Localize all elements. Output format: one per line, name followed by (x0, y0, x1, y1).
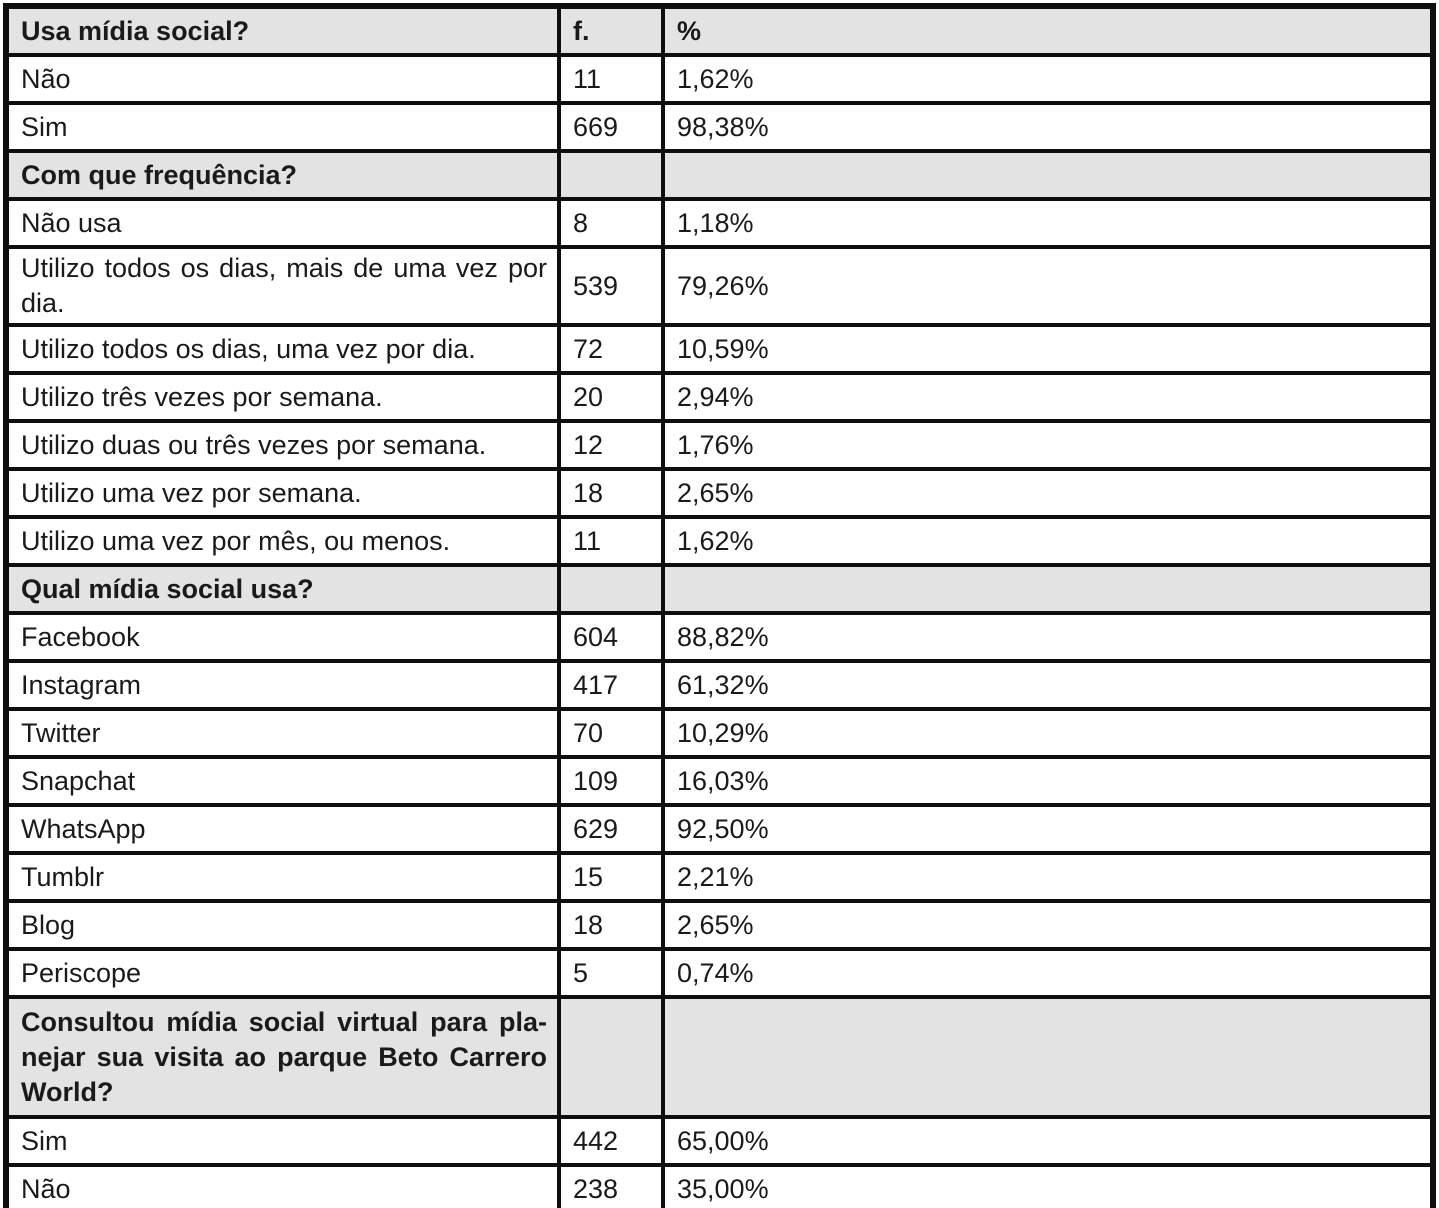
frequency-column-header: f. (559, 6, 663, 55)
percent-cell: 1,62% (663, 55, 1433, 103)
row-label-cell: Blog (6, 901, 559, 949)
table-row (6, 853, 1433, 901)
frequency-cell: 20 (559, 373, 663, 421)
row-label-cell: Utilizo três vezes por semana. (6, 373, 559, 421)
table-row (6, 373, 1433, 421)
frequency-cell: 417 (559, 661, 663, 709)
table-row (6, 247, 1433, 325)
section-header-row (6, 565, 1433, 613)
frequency-cell (559, 997, 663, 1117)
row-label-cell: Sim (6, 1117, 559, 1165)
row-label-cell: Periscope (6, 949, 559, 997)
percent-cell: 92,50% (663, 805, 1433, 853)
row-label-cell: Não (6, 55, 559, 103)
table-row (6, 757, 1433, 805)
percent-cell (663, 997, 1433, 1117)
section-title-cell: Qual mídia social usa? (6, 565, 559, 613)
row-label-cell: WhatsApp (6, 805, 559, 853)
table-row (6, 805, 1433, 853)
percent-cell: 10,29% (663, 709, 1433, 757)
frequency-cell: 70 (559, 709, 663, 757)
row-label-cell: Sim (6, 103, 559, 151)
frequency-cell: 604 (559, 613, 663, 661)
section-title-cell: Com que frequência? (6, 151, 559, 199)
percent-cell: 1,62% (663, 517, 1433, 565)
label-line: Utilizo todos os dias, mais de uma vez por (21, 253, 547, 283)
row-label-cell: Utilizo uma vez por mês, ou menos. (6, 517, 559, 565)
table-row (6, 949, 1433, 997)
frequency-cell: 442 (559, 1117, 663, 1165)
frequency-cell: 8 (559, 199, 663, 247)
row-label-cell: Utilizo duas ou três vezes por semana. (6, 421, 559, 469)
row-label-cell: Facebook (6, 613, 559, 661)
frequency-cell: 72 (559, 325, 663, 373)
table-body (6, 6, 1433, 1208)
percent-cell: 2,94% (663, 373, 1433, 421)
frequency-cell: 15 (559, 853, 663, 901)
frequency-cell: 238 (559, 1165, 663, 1208)
section-header-row (6, 997, 1433, 1117)
table-row (6, 1165, 1433, 1208)
table-row (6, 421, 1433, 469)
percent-cell: 79,26% (663, 247, 1433, 325)
frequency-cell: 629 (559, 805, 663, 853)
label-line: Consultou mídia social virtual para pla- (21, 1006, 547, 1037)
row-label-cell: Snapchat (6, 757, 559, 805)
percent-cell: 65,00% (663, 1117, 1433, 1165)
table-row (6, 469, 1433, 517)
percent-cell (663, 565, 1433, 613)
percent-cell: 2,65% (663, 469, 1433, 517)
frequency-cell: 5 (559, 949, 663, 997)
label-line: nejar sua visita ao parque Beto Carrero (21, 1041, 547, 1072)
row-label-cell: Twitter (6, 709, 559, 757)
results-table (3, 3, 1436, 1208)
table-row (6, 199, 1433, 247)
percent-cell: 1,18% (663, 199, 1433, 247)
table-row (6, 517, 1433, 565)
frequency-cell: 11 (559, 55, 663, 103)
row-label-cell: Tumblr (6, 853, 559, 901)
row-label-cell: Não (6, 1165, 559, 1208)
percent-cell: 1,76% (663, 421, 1433, 469)
table-header-row (6, 6, 1433, 55)
frequency-cell: 12 (559, 421, 663, 469)
table-row (6, 613, 1433, 661)
row-label-cell: Não usa (6, 199, 559, 247)
percent-cell: 10,59% (663, 325, 1433, 373)
frequency-cell: 18 (559, 469, 663, 517)
section-title-cell (6, 997, 559, 1117)
percent-cell: 98,38% (663, 103, 1433, 151)
row-label-cell: Instagram (6, 661, 559, 709)
table-row (6, 901, 1433, 949)
frequency-cell (559, 565, 663, 613)
percent-cell: 2,65% (663, 901, 1433, 949)
percent-column-header: % (663, 6, 1433, 55)
percent-cell: 35,00% (663, 1165, 1433, 1208)
frequency-cell: 539 (559, 247, 663, 325)
frequency-cell: 11 (559, 517, 663, 565)
label-line: dia. (21, 288, 65, 318)
table-row (6, 661, 1433, 709)
row-label-cell: Utilizo uma vez por semana. (6, 469, 559, 517)
table-row (6, 709, 1433, 757)
label-line: World? (21, 1076, 114, 1107)
percent-cell (663, 151, 1433, 199)
percent-cell: 16,03% (663, 757, 1433, 805)
table-row (6, 103, 1433, 151)
row-label-cell (6, 247, 559, 325)
percent-cell: 2,21% (663, 853, 1433, 901)
percent-cell: 0,74% (663, 949, 1433, 997)
section-title-cell: Usa mídia social? (6, 6, 559, 55)
frequency-cell (559, 151, 663, 199)
table-row (6, 325, 1433, 373)
table-row (6, 55, 1433, 103)
frequency-cell: 18 (559, 901, 663, 949)
row-label-cell: Utilizo todos os dias, uma vez por dia. (6, 325, 559, 373)
percent-cell: 88,82% (663, 613, 1433, 661)
percent-cell: 61,32% (663, 661, 1433, 709)
section-header-row (6, 151, 1433, 199)
frequency-cell: 669 (559, 103, 663, 151)
frequency-cell: 109 (559, 757, 663, 805)
table-row (6, 1117, 1433, 1165)
